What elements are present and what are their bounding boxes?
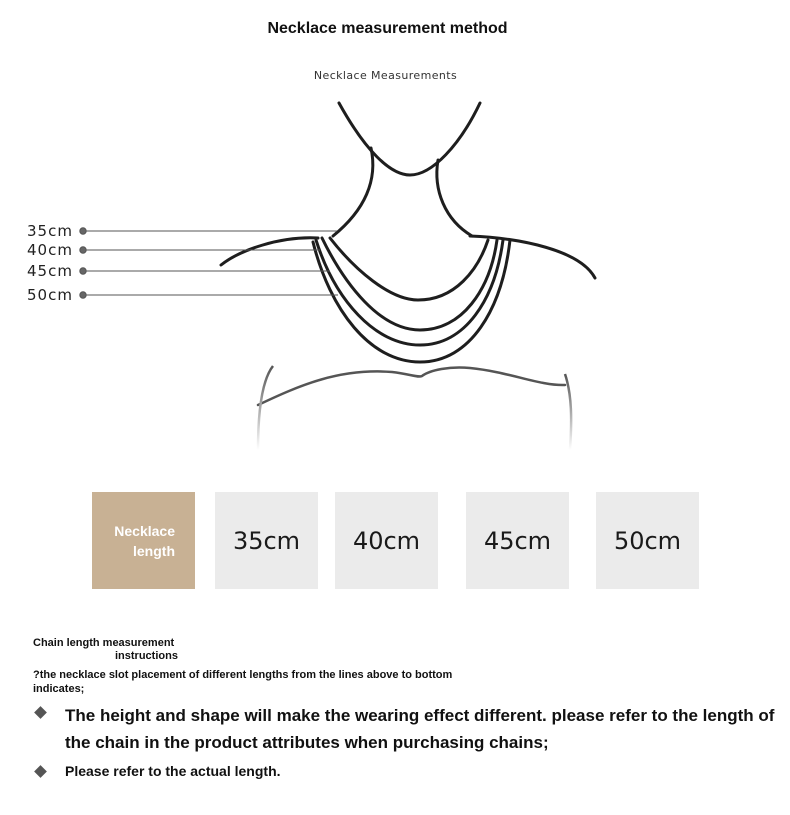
neck-left [333, 148, 373, 236]
page-subtitle: Necklace Measurements [313, 69, 458, 82]
length-cell-40: 40cm [335, 492, 438, 589]
measure-label-35: 35cm [27, 222, 73, 240]
bullet-item [34, 761, 281, 781]
neck-right [437, 160, 472, 236]
measure-label-50: 50cm [27, 286, 73, 304]
shoulder-left [221, 238, 318, 265]
leader-dot-45 [80, 268, 86, 274]
bullet-item [34, 702, 785, 756]
measure-label-40: 40cm [27, 241, 73, 259]
torso-left [258, 366, 273, 450]
diamond-bullet-icon [34, 706, 47, 719]
length-header-line1: Necklace [114, 522, 175, 539]
chain-40 [322, 238, 497, 330]
torso-neckline [258, 367, 565, 405]
face-outline [339, 103, 480, 175]
length-cell-45: 45cm [466, 492, 569, 589]
instructions-note: ?the necklace slot placement of different lengths from the lines above to bottom indicates; [33, 669, 453, 695]
leader-dot-35 [80, 228, 86, 234]
diamond-bullet-icon [34, 765, 47, 778]
instructions-title-line2: instructions [115, 650, 178, 662]
length-header-line2: length [133, 542, 175, 559]
measure-label-45: 45cm [27, 262, 73, 280]
necklace-diagram [0, 90, 790, 470]
leader-dot-50 [80, 292, 86, 298]
bullet-text: Please refer to the actual length. [65, 763, 281, 779]
instructions-title-line1: Chain length measurement [33, 637, 175, 649]
length-cell-50: 50cm [596, 492, 699, 589]
length-table-header [92, 492, 195, 589]
page-title: Necklace measurement method [267, 20, 508, 37]
leader-dot-40 [80, 247, 86, 253]
bullet-text: The height and shape will make the wearing effect different. please refer to the length of the chain in the product attributes when purchasing chains; [65, 706, 775, 752]
instructions-title [33, 637, 178, 663]
length-cell-35: 35cm [215, 492, 318, 589]
